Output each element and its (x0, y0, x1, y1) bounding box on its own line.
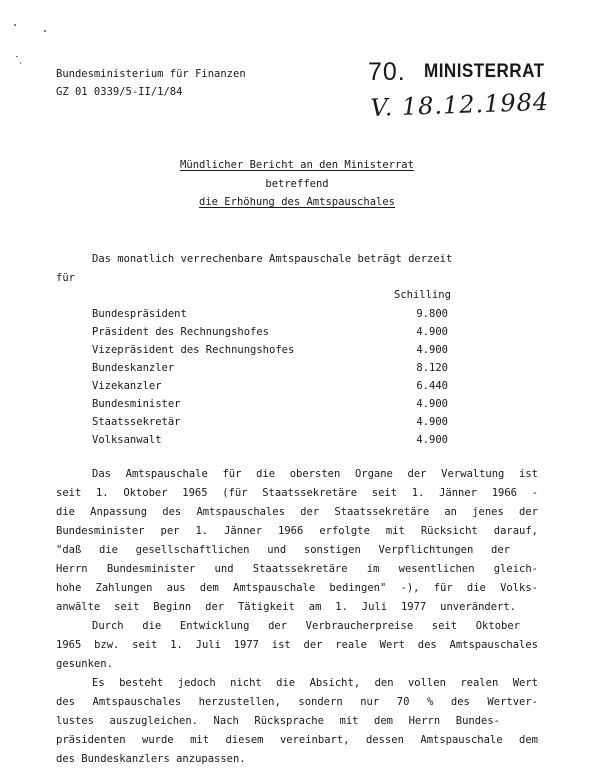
amount: 4.900 (416, 326, 448, 338)
scan-speck (20, 62, 21, 64)
title-line-1: Mündlicher Bericht an den Ministerrat (180, 159, 414, 171)
amount: 9.800 (416, 308, 448, 320)
table-row (0, 363, 594, 377)
scan-speck (14, 24, 16, 26)
office-name: Bundesminister (92, 398, 181, 410)
amount: 4.900 (416, 344, 448, 356)
intro-line-2: für (56, 272, 75, 284)
intro-line-1: Das monatlich verrechenbare Amtspauschale beträgt derzeit (92, 253, 453, 265)
scan-speck (44, 30, 46, 32)
table-row (0, 435, 594, 449)
office-name: Bundespräsident (92, 308, 187, 320)
scan-speck (16, 56, 18, 57)
stamp-number: 70. (368, 58, 406, 86)
table-row (0, 327, 594, 341)
text-line: Das Amtspauschale für die obersten Organe der Verwaltung ist (92, 468, 538, 480)
text-line: lustes auszugleichen. Nach Rücksprache mit dem Herrn Bundes- (56, 715, 500, 727)
amount: 4.900 (416, 398, 448, 410)
text-line: hohe Zahlungen aus dem Amtspauschale bedingen" -), für die Volks- (56, 582, 538, 594)
table-row (0, 345, 594, 359)
office-name: Staatssekretär (92, 416, 181, 428)
handwritten-date: V. 18.12.1984 (369, 87, 550, 122)
table-row (0, 399, 594, 413)
table-row (0, 381, 594, 395)
amount: 4.900 (416, 416, 448, 428)
text-line: anwälte seit Beginn der Tätigkeit am 1. Juli 1977 unverändert. (56, 601, 516, 613)
text-line: Es besteht jedoch nicht die Absicht, den vollen realen Wert (92, 677, 538, 689)
office-name: Vizekanzler (92, 380, 162, 392)
title-line-2: betreffend (265, 178, 329, 190)
text-line: des Amtspauschales herzustellen, sondern nur 70 % des Wertver- (56, 696, 538, 708)
text-line: des Bundeskanzlers anzupassen. (56, 753, 246, 765)
office-name: Volksanwalt (92, 434, 162, 446)
text-line: gesunken. (56, 658, 113, 670)
unit-header: Schilling (394, 289, 451, 301)
text-line: präsidenten wurde mit diesem vereinbart, dessen Amtspauschale dem (56, 734, 538, 746)
text-line: Herrn Bundesminister und Staatssekretäre im wesentlichen gleich- (56, 563, 538, 575)
table-row (0, 417, 594, 431)
stamp-label: MINISTERRAT (424, 61, 545, 82)
text-line: seit 1. Oktober 1965 (für Staatssekretäre seit 1. Jänner 1966 - (56, 487, 538, 499)
title-line-3: die Erhöhung des Amtspauschales (199, 196, 395, 208)
amount: 8.120 (416, 362, 448, 374)
amount: 4.900 (416, 434, 448, 446)
reference-number: GZ 01 0339/5-II/1/84 (56, 86, 183, 98)
office-name: Bundeskanzler (92, 362, 175, 374)
text-line: die Anpassung des Amtspauschales der Staatssekretäre an jenes der (56, 506, 538, 518)
amount: 6.440 (416, 380, 448, 392)
text-line: 1965 bzw. seit 1. Juli 1977 ist der reale Wert des Amtspauschales (56, 639, 538, 651)
text-line: Durch die Entwicklung der Verbraucherpreise seit Oktober (92, 620, 520, 632)
office-name: Präsident des Rechnungshofes (92, 326, 270, 338)
ministry-name: Bundesministerium für Finanzen (56, 68, 246, 80)
table-row (0, 309, 594, 323)
text-line: Bundesminister per 1. Jänner 1966 erfolgte mit Rücksicht darauf, (56, 525, 538, 537)
text-line: "daß die gesellschaftlichen und sonstigen Verpflichtungen der (56, 544, 510, 556)
office-name: Vizepräsident des Rechnungshofes (92, 344, 295, 356)
